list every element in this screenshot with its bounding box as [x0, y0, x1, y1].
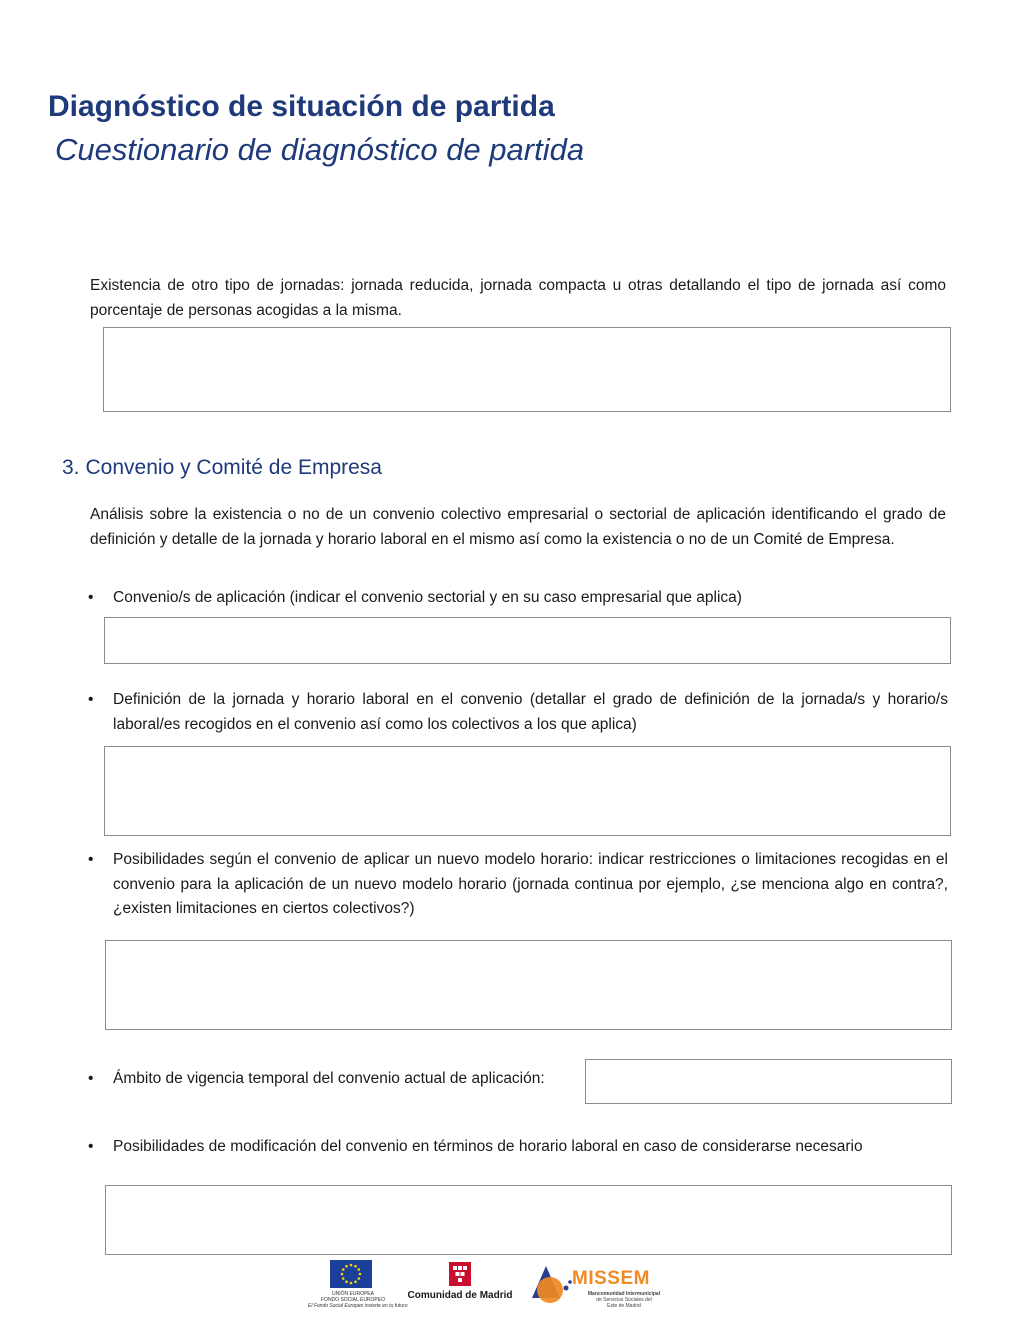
jornadas-question: Existencia de otro tipo de jornadas: jornada reducida, jornada compacta u otras detallando el tipo de jornada así como porcentaje de personas acogidas a la misma. [90, 277, 946, 319]
bullet-text: Posibilidades según el convenio de aplicar un nuevo modelo horario: indicar restricciones o limitaciones recogidas en el convenio para la aplicación de un nuevo modelo horario (jornada continua por ejemplo, ¿se menciona algo en contra?, ¿existen limitaciones en ciertos colectivos?) [113, 851, 948, 917]
bullet-convenio-aplicacion [88, 586, 948, 611]
bullet-text: Convenio/s de aplicación (indicar el convenio sectorial y en su caso empresarial que aplica) [113, 589, 742, 606]
page-subtitle: Cuestionario de diagnóstico de partida [55, 132, 585, 167]
bullet-posibilidades-modelo [88, 848, 948, 922]
section-3-title: Convenio y Comité de Empresa [85, 456, 382, 479]
missem-desc-line1: Mancomunidad Intermunicipal [587, 1291, 661, 1297]
eu-flag-icon [330, 1260, 372, 1288]
modificacion-convenio-answer-box[interactable] [105, 1185, 952, 1255]
section-3-intro: Análisis sobre la existencia o no de un convenio colectivo empresarial o sectorial de aplicación identificando el grado de definición y detalle de la jornada y horario laboral en el mismo así como la existencia o no de un Comité de Empresa. [90, 506, 946, 548]
eu-line1: UNIÓN EUROPEA [332, 1291, 374, 1297]
ambito-vigencia-answer-box[interactable] [585, 1059, 952, 1104]
bullet-marker: • [88, 589, 94, 606]
section-3-heading [62, 456, 382, 480]
bullet-text: Definición de la jornada y horario laboral en el convenio (detallar el grado de definición de la jornada/s y horario/s laboral/es recogidos en el convenio así como los colectivos a los que aplica) [113, 691, 948, 733]
eu-line2: FONDO SOCIAL EUROPEO [321, 1297, 385, 1303]
convenio-aplicacion-answer-box[interactable] [104, 617, 951, 664]
footer-logos [300, 1258, 680, 1318]
posibilidades-modelo-answer-box[interactable] [105, 940, 952, 1030]
bullet-ambito-vigencia [88, 1067, 588, 1092]
bullet-definicion-jornada [88, 688, 948, 737]
eu-logo-text [308, 1291, 408, 1309]
missem-desc-line3: Este de Madrid [607, 1303, 641, 1309]
section-3-number: 3. [62, 456, 80, 479]
comunidad-madrid-logo [400, 1262, 520, 1301]
page-title: Diagnóstico de situación de partida [48, 90, 555, 123]
missem-desc-line2: de Servicios Sociales del [596, 1297, 652, 1303]
definicion-jornada-answer-box[interactable] [104, 746, 951, 836]
bullet-marker: • [88, 1070, 94, 1087]
bullet-marker: • [88, 851, 94, 868]
missem-name: MISSEM [572, 1268, 650, 1289]
comunidad-madrid-text: Comunidad de Madrid [407, 1290, 513, 1301]
eu-motto: El Fondo Social Europeo invierte en tu futuro [308, 1303, 408, 1309]
missem-description [574, 1291, 674, 1309]
madrid-flag-icon [449, 1262, 471, 1286]
missem-logo [532, 1262, 682, 1316]
bullet-text: Ámbito de vigencia temporal del convenio actual de aplicación: [113, 1070, 545, 1087]
bullet-text: Posibilidades de modificación del convenio en términos de horario laboral en caso de considerarse necesario [113, 1138, 863, 1155]
bullet-modificacion-convenio [88, 1135, 948, 1160]
eu-fse-logo [308, 1260, 408, 1309]
bullet-marker: • [88, 1138, 94, 1155]
jornadas-answer-box[interactable] [103, 327, 951, 412]
bullet-marker: • [88, 691, 94, 708]
